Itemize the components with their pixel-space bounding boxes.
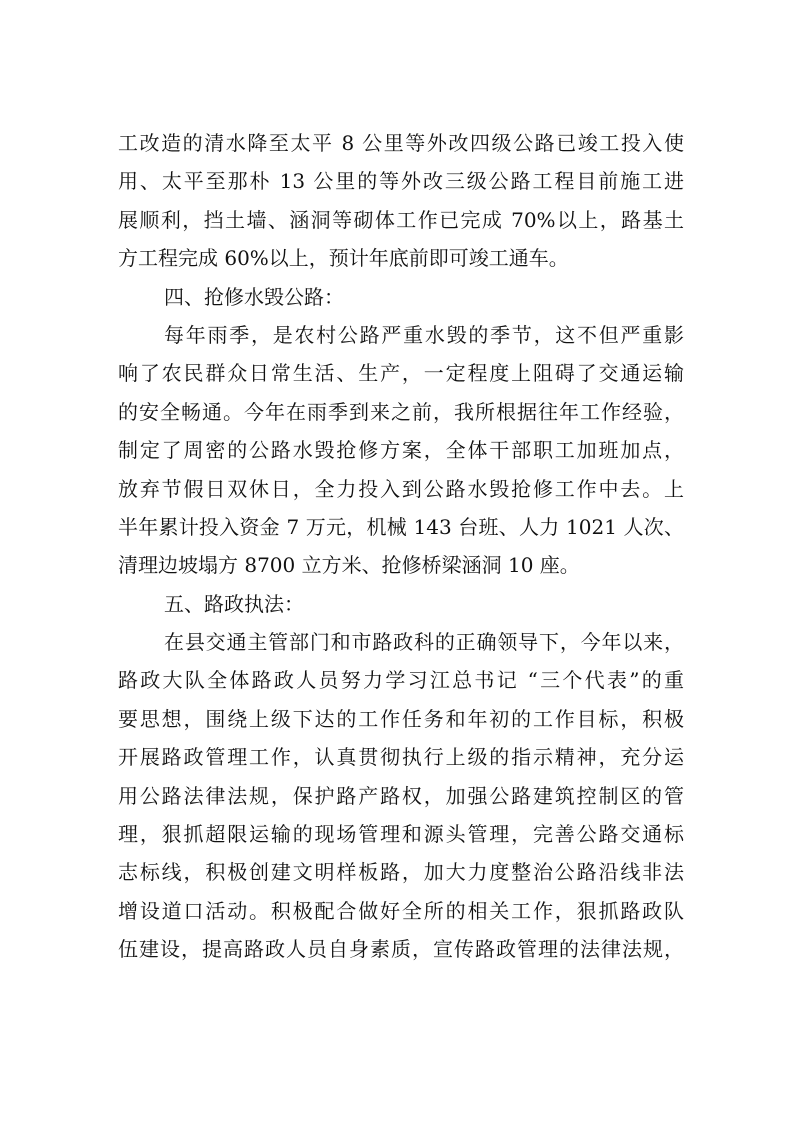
text-line: 增设道口活动。积极配合做好全所的相关工作，狠抓路政队	[118, 898, 684, 923]
text-line: 路政大队全体路政人员努力学习江总书记 “三个代表”的重	[118, 668, 684, 693]
text-line: 清理边坡塌方 8700 立方米、抢修桥梁涵洞 10 座。	[118, 553, 580, 578]
text-line: 每年雨季，是农村公路严重水毁的季节，这不但严重影	[164, 322, 684, 347]
text-line: 要思想，围绕上级下达的工作任务和年初的工作目标，积极	[118, 706, 684, 731]
text-line: 用、太平至那朴 13 公里的等外改三级公路工程目前施工进	[118, 169, 684, 194]
text-line: 工改造的清水降至太平 8 公里等外改四级公路已竣工投入使	[118, 131, 684, 155]
text-line: 四、抢修水毁公路：	[164, 284, 344, 309]
text-line: 响了农民群众日常生活、生产，一定程度上阻碍了交通运输	[118, 361, 684, 386]
text-line: 放弃节假日双休日，全力投入到公路水毁抢修工作中去。上	[118, 476, 684, 501]
text-line: 半年累计投入资金 7 万元，机械 143 台班、人力 1021 人次、	[118, 514, 684, 539]
text-line: 开展路政管理工作，认真贯彻执行上级的指示精神，充分运	[118, 745, 684, 770]
text-line: 用公路法律法规，保护路产路权，加强公路建筑控制区的管	[118, 783, 684, 808]
text-line: 在县交通主管部门和市路政科的正确领导下，今年以来，	[164, 630, 684, 655]
text-line: 伍建设，提高路政人员自身素质，宣传路政管理的法律法规，	[118, 937, 684, 962]
text-line: 制定了周密的公路水毁抢修方案，全体干部职工加班加点，	[118, 438, 684, 463]
text-line: 理，狠抓超限运输的现场管理和源头管理，完善公路交通标	[118, 822, 684, 847]
text-line: 志标线，积极创建文明样板路，加大力度整治公路沿线非法	[118, 860, 684, 885]
text-line: 方工程完成 60%以上，预计年底前即可竣工通车。	[118, 246, 569, 271]
text-line: 的安全畅通。今年在雨季到来之前，我所根据往年工作经验，	[118, 399, 684, 424]
document-body	[118, 124, 684, 969]
text-line: 展顺利，挡土墙、涵洞等砌体工作已完成 70%以上，路基土	[118, 207, 684, 232]
text-line: 五、路政执法：	[164, 591, 304, 616]
